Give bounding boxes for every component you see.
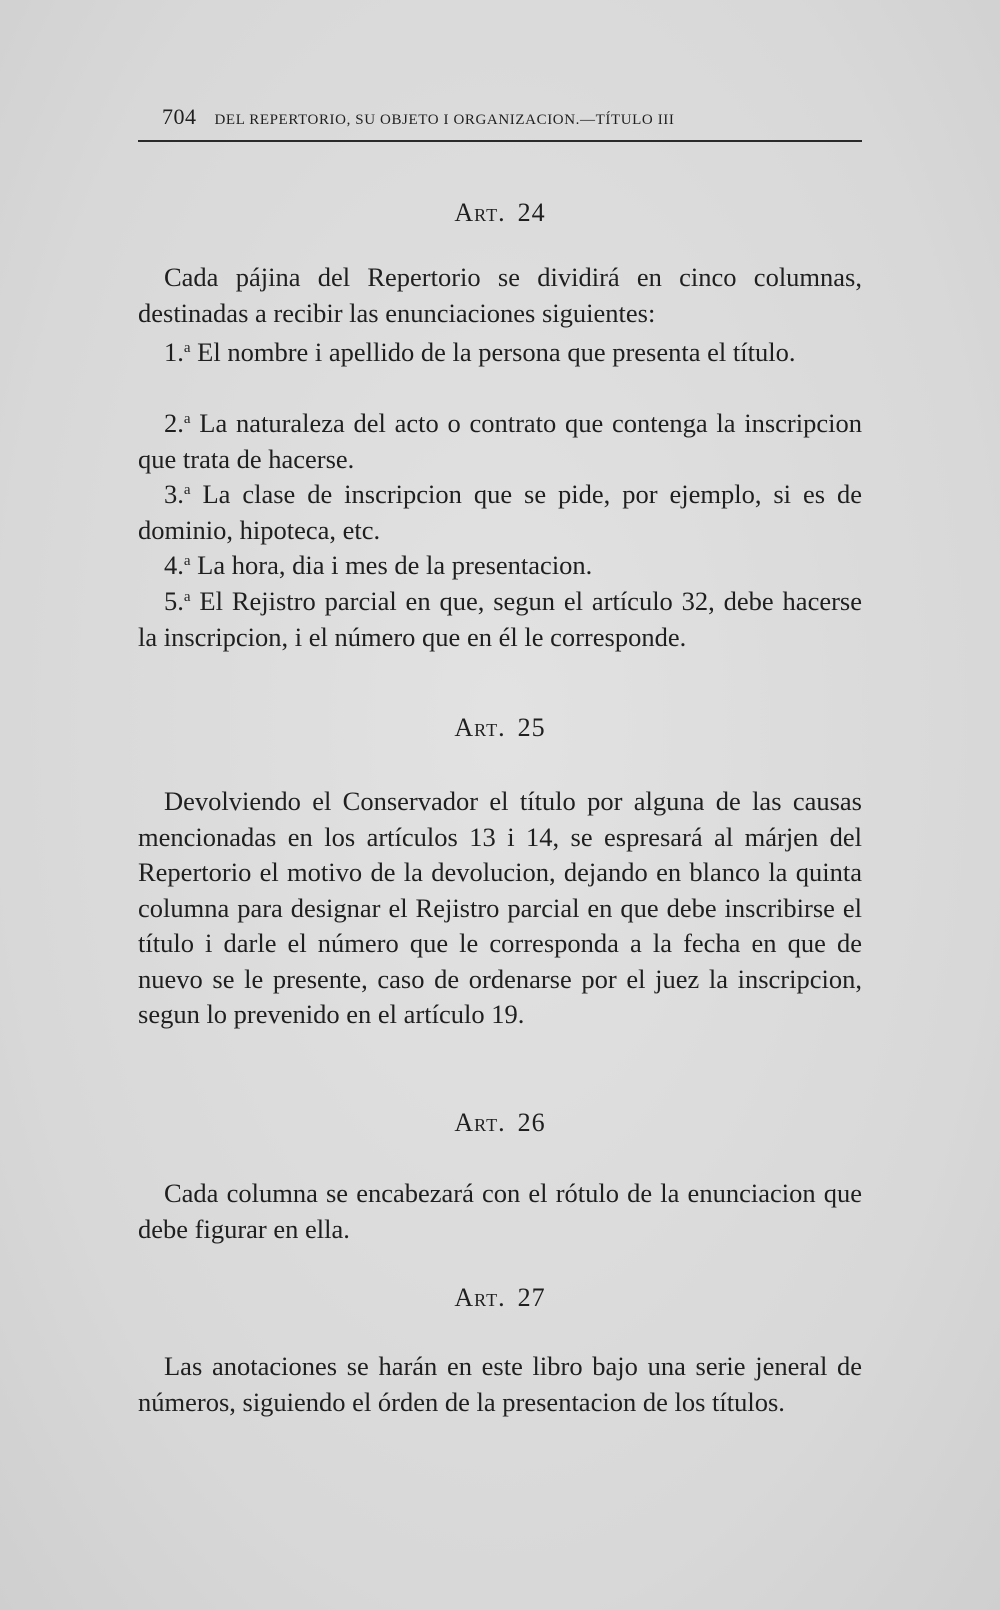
article-24-intro: Cada pájina del Repertorio se dividirá en cinco columnas, destinadas a recibir las enunciaciones siguientes: bbox=[138, 262, 862, 328]
item-number: 4. bbox=[164, 550, 184, 580]
article-24-item-2 bbox=[138, 402, 862, 477]
ordinal-mark: a bbox=[183, 340, 191, 356]
item-text: La hora, dia i mes de la presentacion. bbox=[190, 550, 593, 580]
ordinal-mark: a bbox=[183, 411, 191, 427]
article-label: Art. bbox=[454, 1283, 506, 1312]
item-text: La naturaleza del acto o contrato que contenga la inscripcion que trata de hacerse. bbox=[138, 408, 862, 474]
article-26-text: Cada columna se encabezará con el rótulo de la enunciacion que debe figurar en ella. bbox=[138, 1178, 862, 1244]
article-24-item-5 bbox=[138, 580, 862, 655]
article-24-item-3 bbox=[138, 473, 862, 548]
item-number: 2. bbox=[164, 408, 184, 438]
article-26-heading bbox=[138, 1108, 862, 1138]
page-number: 704 bbox=[162, 104, 197, 129]
article-25-text: Devolviendo el Conservador el título por alguna de las causas mencionadas en los artículos 13 i 14, se espresará al márjen del Repertorio el motivo de la devolucion, dejando en blanco la quinta columna para designar el Rejistro parcial en que debe inscribirse el título i darle el número que le corresponda a la fecha en que de nuevo se le presente, caso de ordenarse por el juez la inscripcion, segun lo prevenido en el artículo 19. bbox=[138, 786, 862, 1029]
ordinal-mark: a bbox=[183, 589, 191, 605]
item-text: El Rejistro parcial en que, segun el artículo 32, debe hacerse la inscripcion, i el número que en él le corresponde. bbox=[138, 586, 862, 652]
article-27-text: Las anotaciones se harán en este libro bajo una serie jeneral de números, siguiendo el órden de la presentacion de los títulos. bbox=[138, 1351, 862, 1417]
article-number: 25 bbox=[517, 713, 546, 742]
article-27-heading bbox=[138, 1283, 862, 1313]
article-label: Art. bbox=[454, 198, 506, 227]
header-rule bbox=[138, 140, 862, 142]
running-head bbox=[162, 104, 862, 134]
running-title: DEL REPERTORIO, SU OBJETO I ORGANIZACION.—TÍTULO III bbox=[214, 112, 675, 128]
ordinal-mark: a bbox=[183, 553, 191, 569]
article-label: Art. bbox=[454, 1108, 506, 1137]
article-label: Art. bbox=[454, 713, 506, 742]
item-number: 3. bbox=[164, 479, 184, 509]
article-24-item-1 bbox=[138, 331, 862, 371]
item-number: 5. bbox=[164, 586, 184, 616]
article-number: 26 bbox=[517, 1108, 546, 1137]
article-25-heading bbox=[138, 713, 862, 743]
item-text: La clase de inscripcion que se pide, por ejemplo, si es de dominio, hipoteca, etc. bbox=[138, 479, 862, 545]
article-24-heading bbox=[138, 198, 862, 228]
ordinal-mark: a bbox=[183, 482, 191, 498]
article-number: 27 bbox=[517, 1283, 546, 1312]
item-number: 1. bbox=[164, 337, 184, 367]
article-24-item-4 bbox=[138, 544, 862, 584]
article-number: 24 bbox=[517, 198, 546, 227]
item-text: El nombre i apellido de la persona que presenta el título. bbox=[190, 337, 796, 367]
